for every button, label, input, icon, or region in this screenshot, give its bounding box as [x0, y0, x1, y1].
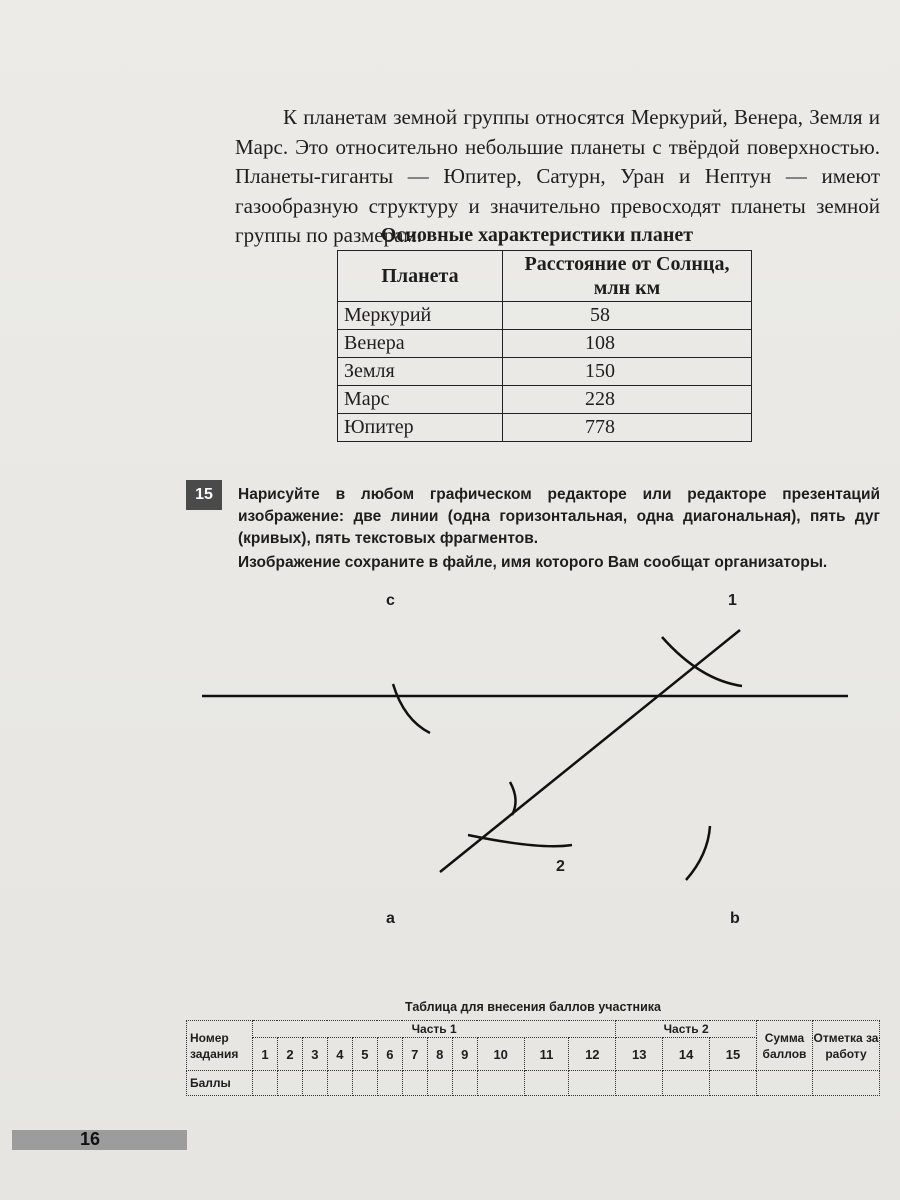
planet-distance: 58 [503, 302, 752, 330]
task-num: 6 [377, 1038, 402, 1071]
planet-name: Венера [338, 330, 503, 358]
col-planet: Планета [338, 251, 503, 302]
score-cell[interactable] [477, 1071, 524, 1096]
planet-distance: 108 [503, 330, 752, 358]
score-cell[interactable] [427, 1071, 452, 1096]
task-save-note: Изображение сохраните в файле, имя которого Вам сообщат организаторы. [238, 554, 828, 571]
score-table-title: Таблица для внесения баллов участника [405, 1000, 661, 1014]
task-num: 9 [452, 1038, 477, 1071]
score-cell[interactable] [710, 1071, 757, 1096]
page-number: 16 [80, 1129, 101, 1149]
planet-distance: 150 [503, 358, 752, 386]
label-1: 1 [728, 592, 737, 609]
arc-right [686, 826, 710, 880]
sum-header: Сумма баллов [757, 1021, 813, 1071]
score-cell[interactable] [277, 1071, 302, 1096]
planet-name: Юпитер [338, 414, 503, 442]
planet-name: Меркурий [338, 302, 503, 330]
score-points-row [187, 1071, 880, 1096]
score-cell[interactable] [352, 1071, 377, 1096]
score-cell[interactable] [663, 1071, 710, 1096]
task-num: 12 [569, 1038, 616, 1071]
planet-distance: 228 [503, 386, 752, 414]
score-table [186, 1020, 880, 1096]
score-cell[interactable] [253, 1071, 278, 1096]
task-num: 8 [427, 1038, 452, 1071]
planets-table-title: Основные характеристики планет [380, 224, 694, 246]
score-cell[interactable] [569, 1071, 616, 1096]
task-num: 13 [616, 1038, 663, 1071]
task-num: 1 [253, 1038, 278, 1071]
arc-left [393, 684, 430, 733]
task-number-label: Номер задания [187, 1021, 253, 1071]
planet-name: Марс [338, 386, 503, 414]
score-cell[interactable] [402, 1071, 427, 1096]
col-distance: Расстояние от Солнца, млн км [503, 251, 752, 302]
label-c: c [386, 592, 395, 609]
task-num: 3 [302, 1038, 327, 1071]
task-num: 11 [524, 1038, 569, 1071]
planet-distance: 778 [503, 414, 752, 442]
task-num: 10 [477, 1038, 524, 1071]
score-cell[interactable] [377, 1071, 402, 1096]
mark-cell[interactable] [813, 1071, 880, 1096]
task-num: 7 [402, 1038, 427, 1071]
task-num: 2 [277, 1038, 302, 1071]
sum-cell[interactable] [757, 1071, 813, 1096]
score-cell[interactable] [616, 1071, 663, 1096]
task-num: 5 [352, 1038, 377, 1071]
task-text: Нарисуйте в любом графическом редакторе или редакторе презентаций изображение: две линии (одна горизонтальная, одна диагональная), пять дуг (кривых), пять текстовых фрагментов. [238, 486, 880, 547]
part1-header: Часть 1 [253, 1021, 616, 1038]
part2-header: Часть 2 [616, 1021, 757, 1038]
points-label: Баллы [187, 1071, 253, 1096]
arc-middle [510, 782, 516, 815]
score-parts-row [187, 1021, 880, 1038]
planet-name: Земля [338, 358, 503, 386]
label-a: a [386, 910, 395, 927]
score-cell[interactable] [327, 1071, 352, 1096]
mark-header: Отметка за работу [813, 1021, 880, 1071]
score-cell[interactable] [452, 1071, 477, 1096]
label-b: b [730, 910, 740, 927]
task-num: 14 [663, 1038, 710, 1071]
task-number-badge: 15 [186, 480, 222, 510]
intro-paragraph: К планетам земной группы относятся Меркурий, Венера, Земля и Марс. Это относительно небольшие планеты с твёрдой поверхностью. Планеты-гиганты — Юпитер, Сатурн, Уран и Нептун — имеют газообразную структуру и значительно превосходят планеты земной группы по размерам. [235, 105, 880, 247]
score-cell[interactable] [302, 1071, 327, 1096]
score-cell[interactable] [524, 1071, 569, 1096]
label-2: 2 [556, 858, 565, 875]
task-num: 15 [710, 1038, 757, 1071]
task-num: 4 [327, 1038, 352, 1071]
